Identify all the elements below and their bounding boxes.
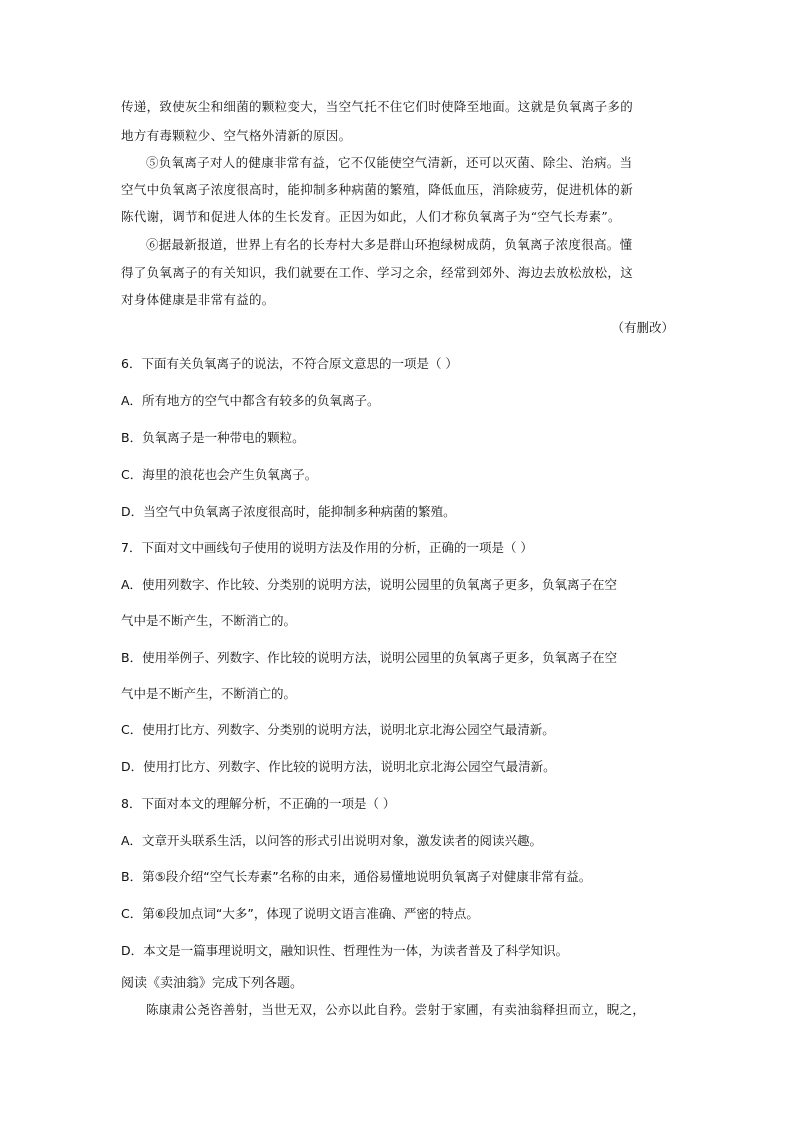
question-option: A．所有地方的空气中都含有较多的负氧离子。 [121, 393, 380, 408]
question-stem: 8．下面对本文的理解分析，不正确的一项是（ ） [121, 796, 396, 811]
question-option: D．当空气中负氧离子浓度很高时，能抑制多种病菌的繁殖。 [121, 504, 456, 519]
passage-line: ⑥据最新报道，世界上有名的长寿村大多是群山环抱绿树成荫，负氧离子浓度很高。懂 [146, 237, 633, 252]
passage-line: 得了负氧离子的有关知识，我们就要在工作、学习之余，经常到郊外、海边去放松放松，这 [121, 265, 634, 280]
section-heading: 阅读《卖油翁》完成下列各题。 [121, 976, 304, 991]
passage-line: 传递，致使灰尘和细菌的颗粒变大，当空气托不住它们时使降至地面。这就是负氧离子多的 [121, 99, 634, 114]
question-stem: 6．下面有关负氧离子的说法，不符合原文意思的一项是（ ） [121, 356, 458, 371]
question-option: B．使用举例子、列数字、作比较的说明方法，说明公园里的负氧离子更多，负氧离子在空 [121, 650, 618, 665]
source-note: （有删改） [611, 320, 674, 335]
passage-line: 对身体健康是非常有益的。 [121, 292, 275, 307]
question-option: D．本文是一篇事理说明文，融知识性、哲理性为一体，为读者普及了科学知识。 [121, 943, 569, 958]
question-option: A．使用列数字、作比较、分类别的说明方法，说明公园里的负氧离子更多，负氧离子在空 [121, 577, 618, 592]
question-option: 气中是不断产生，不断消亡的。 [121, 613, 297, 628]
passage-line: ⑤负氧离子对人的健康非常有益，它不仅能使空气清新，还可以灭菌、除尘、治病。当 [146, 155, 633, 170]
question-option: C．第⑥段加点词“大多”，体现了说明文语言准确、严密的特点。 [121, 906, 479, 921]
question-option: B．负氧离子是一种带电的颗粒。 [121, 430, 305, 445]
question-option: A．文章开头联系生活，以问答的形式引出说明对象，激发读者的阅读兴趣。 [121, 833, 543, 848]
passage-line: 陈代谢，调节和促进人体的生长发育。正因为如此，人们才称负氧离子为“空气长寿素”。 [121, 209, 621, 224]
question-option: B．第⑤段介绍“空气长寿素”名称的由来，通俗易懂地说明负氧离子对健康非常有益。 [121, 869, 592, 884]
passage-line: 地方有毒颗粒少、空气格外清新的原因。 [121, 128, 352, 143]
question-option: D．使用打比方、列数字、作比较的说明方法，说明北京北海公园空气最清新。 [121, 759, 556, 774]
passage-line: 空气中负氧离子浓度很高时，能抑制多种病菌的繁殖，降低血压，消除疲劳，促进机体的新 [121, 182, 634, 197]
question-stem: 7．下面对文中画线句子使用的说明方法及作用的分析，正确的一项是（ ） [121, 540, 533, 555]
question-option: C．海里的浪花也会产生负氧离子。 [121, 467, 318, 482]
question-option: 气中是不断产生，不断消亡的。 [121, 686, 297, 701]
classical-text-line: 陈康肃公尧咨善射，当世无双，公亦以此自矜。尝射于家圃，有卖油翁释担而立，睨之， [146, 1002, 646, 1017]
question-option: C．使用打比方、列数字、分类别的说明方法，说明北京北海公园空气最清新。 [121, 722, 555, 737]
